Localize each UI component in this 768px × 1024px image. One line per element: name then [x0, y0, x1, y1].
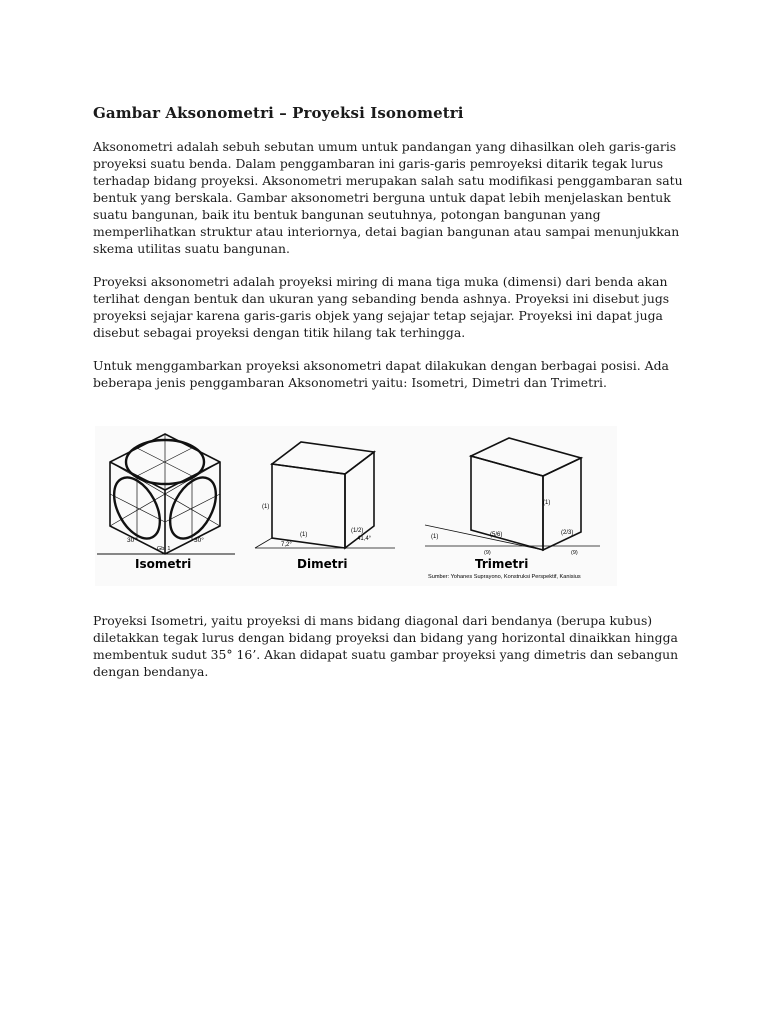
document-title: Gambar Aksonometri – Proyeksi Isonometri — [93, 104, 464, 122]
paragraph-2 — [93, 273, 683, 341]
dimetri-caption: Dimetri — [297, 557, 348, 571]
paragraph-line: Proyeksi aksonometri adalah proyeksi miring di mana tiga muka (dimensi) dari benda akan — [93, 274, 668, 289]
paragraph-line: Aksonometri adalah sebuh sebutan umum untuk pandangan yang dihasilkan oleh garis-garis — [93, 139, 677, 154]
trimetri-base-left-label: (9) — [484, 550, 491, 556]
trimetri-front-label: (5/6) — [490, 532, 503, 538]
paragraph-line: terhadap bidang proyeksi. Aksonometri merupakan salah satu modifikasi penggambaran satu — [93, 173, 683, 188]
paragraph-line: suatu bangunan, baik itu bentuk bangunan seutuhnya, potongan bangunan yang — [93, 207, 601, 222]
dimetri-angle-left: 7,2° — [281, 542, 292, 548]
paragraph-line: proyeksi suatu benda. Dalam penggambaran ini garis-garis pemroyeksi ditarik tegak lurus — [93, 156, 664, 171]
paragraph-1 — [93, 138, 683, 257]
trimetri-caption: Trimetri — [475, 557, 529, 571]
paragraph-4 — [93, 612, 683, 680]
paragraph-line: terlihat dengan bentuk dan ukuran yang sebanding benda ashnya. Proyeksi ini disebut jugs — [93, 291, 670, 306]
dimetri-side-label: (1) — [262, 504, 270, 510]
trimetri-right-edge-label: (1) — [543, 500, 551, 506]
paragraph-line: Untuk menggambarkan proyeksi aksonometri dapat dilakukan dengan berbagai posisi. Ada — [93, 358, 669, 373]
isometri-angle-right: 30° — [194, 537, 204, 544]
paragraph-line: bentuk yang berskala. Gambar aksonometri berguna untuk dapat lebih menjelaskan bentuk — [93, 190, 671, 205]
paragraph-line: diletakkan tegak lurus dengan bidang proyeksi dan bidang yang horizontal dinaikkan hingga — [93, 630, 678, 645]
trimetri-base-right-label: (9) — [571, 550, 578, 556]
figure-source: Sumber: Yohanes Suprayono, Konstruksi Perspektif, Kanisius — [428, 574, 581, 580]
paragraph-line: Proyeksi Isometri, yaitu proyeksi di mans bidang diagonal dari bendanya (berupa kubus) — [93, 613, 653, 628]
isometri-angle-left: 30° — [127, 537, 137, 544]
trimetri-cube — [425, 438, 600, 550]
paragraph-line: beberapa jenis penggambaran Aksonometri yaitu: Isometri, Dimetri dan Trimetri. — [93, 375, 607, 390]
trimetri-side-label: (1) — [431, 534, 439, 540]
dimetri-cube — [255, 442, 395, 548]
paragraph-line: memperlihatkan struktur atau interiornya, detai bagian bangunan atau sampai menunjukkan — [93, 224, 680, 239]
dimetri-angle-right: 41,4° — [357, 536, 372, 542]
isometri-cube — [97, 434, 235, 554]
paragraph-line: proyeksi sejajar karena garis-garis objek yang sejajar tetap sejajar. Proyeksi ini dapat juga — [93, 308, 663, 323]
paragraph-line: skema utilitas suatu bangunan. — [93, 241, 290, 256]
projection-drawings — [95, 426, 617, 586]
paragraph-line: membentuk sudut 35° 16’. Akan didapat suatu gambar proyeksi yang dimetris dan sebangun — [93, 647, 679, 662]
paragraph-line: dengan bendanya. — [93, 664, 209, 679]
dimetri-half-label: (1/2) — [351, 528, 364, 534]
paragraph-line: disebut sebagai proyeksi dengan titik hilang tak terhingga. — [93, 325, 466, 340]
dimetri-bottom-label: (1) — [300, 532, 308, 538]
axonometric-figure — [95, 426, 617, 586]
isometri-caption: Isometri — [135, 557, 192, 571]
paragraph-3 — [93, 357, 683, 391]
trimetri-right-label: (2/3) — [561, 530, 574, 536]
isometri-figure-number: Gb. 1 — [157, 546, 171, 552]
